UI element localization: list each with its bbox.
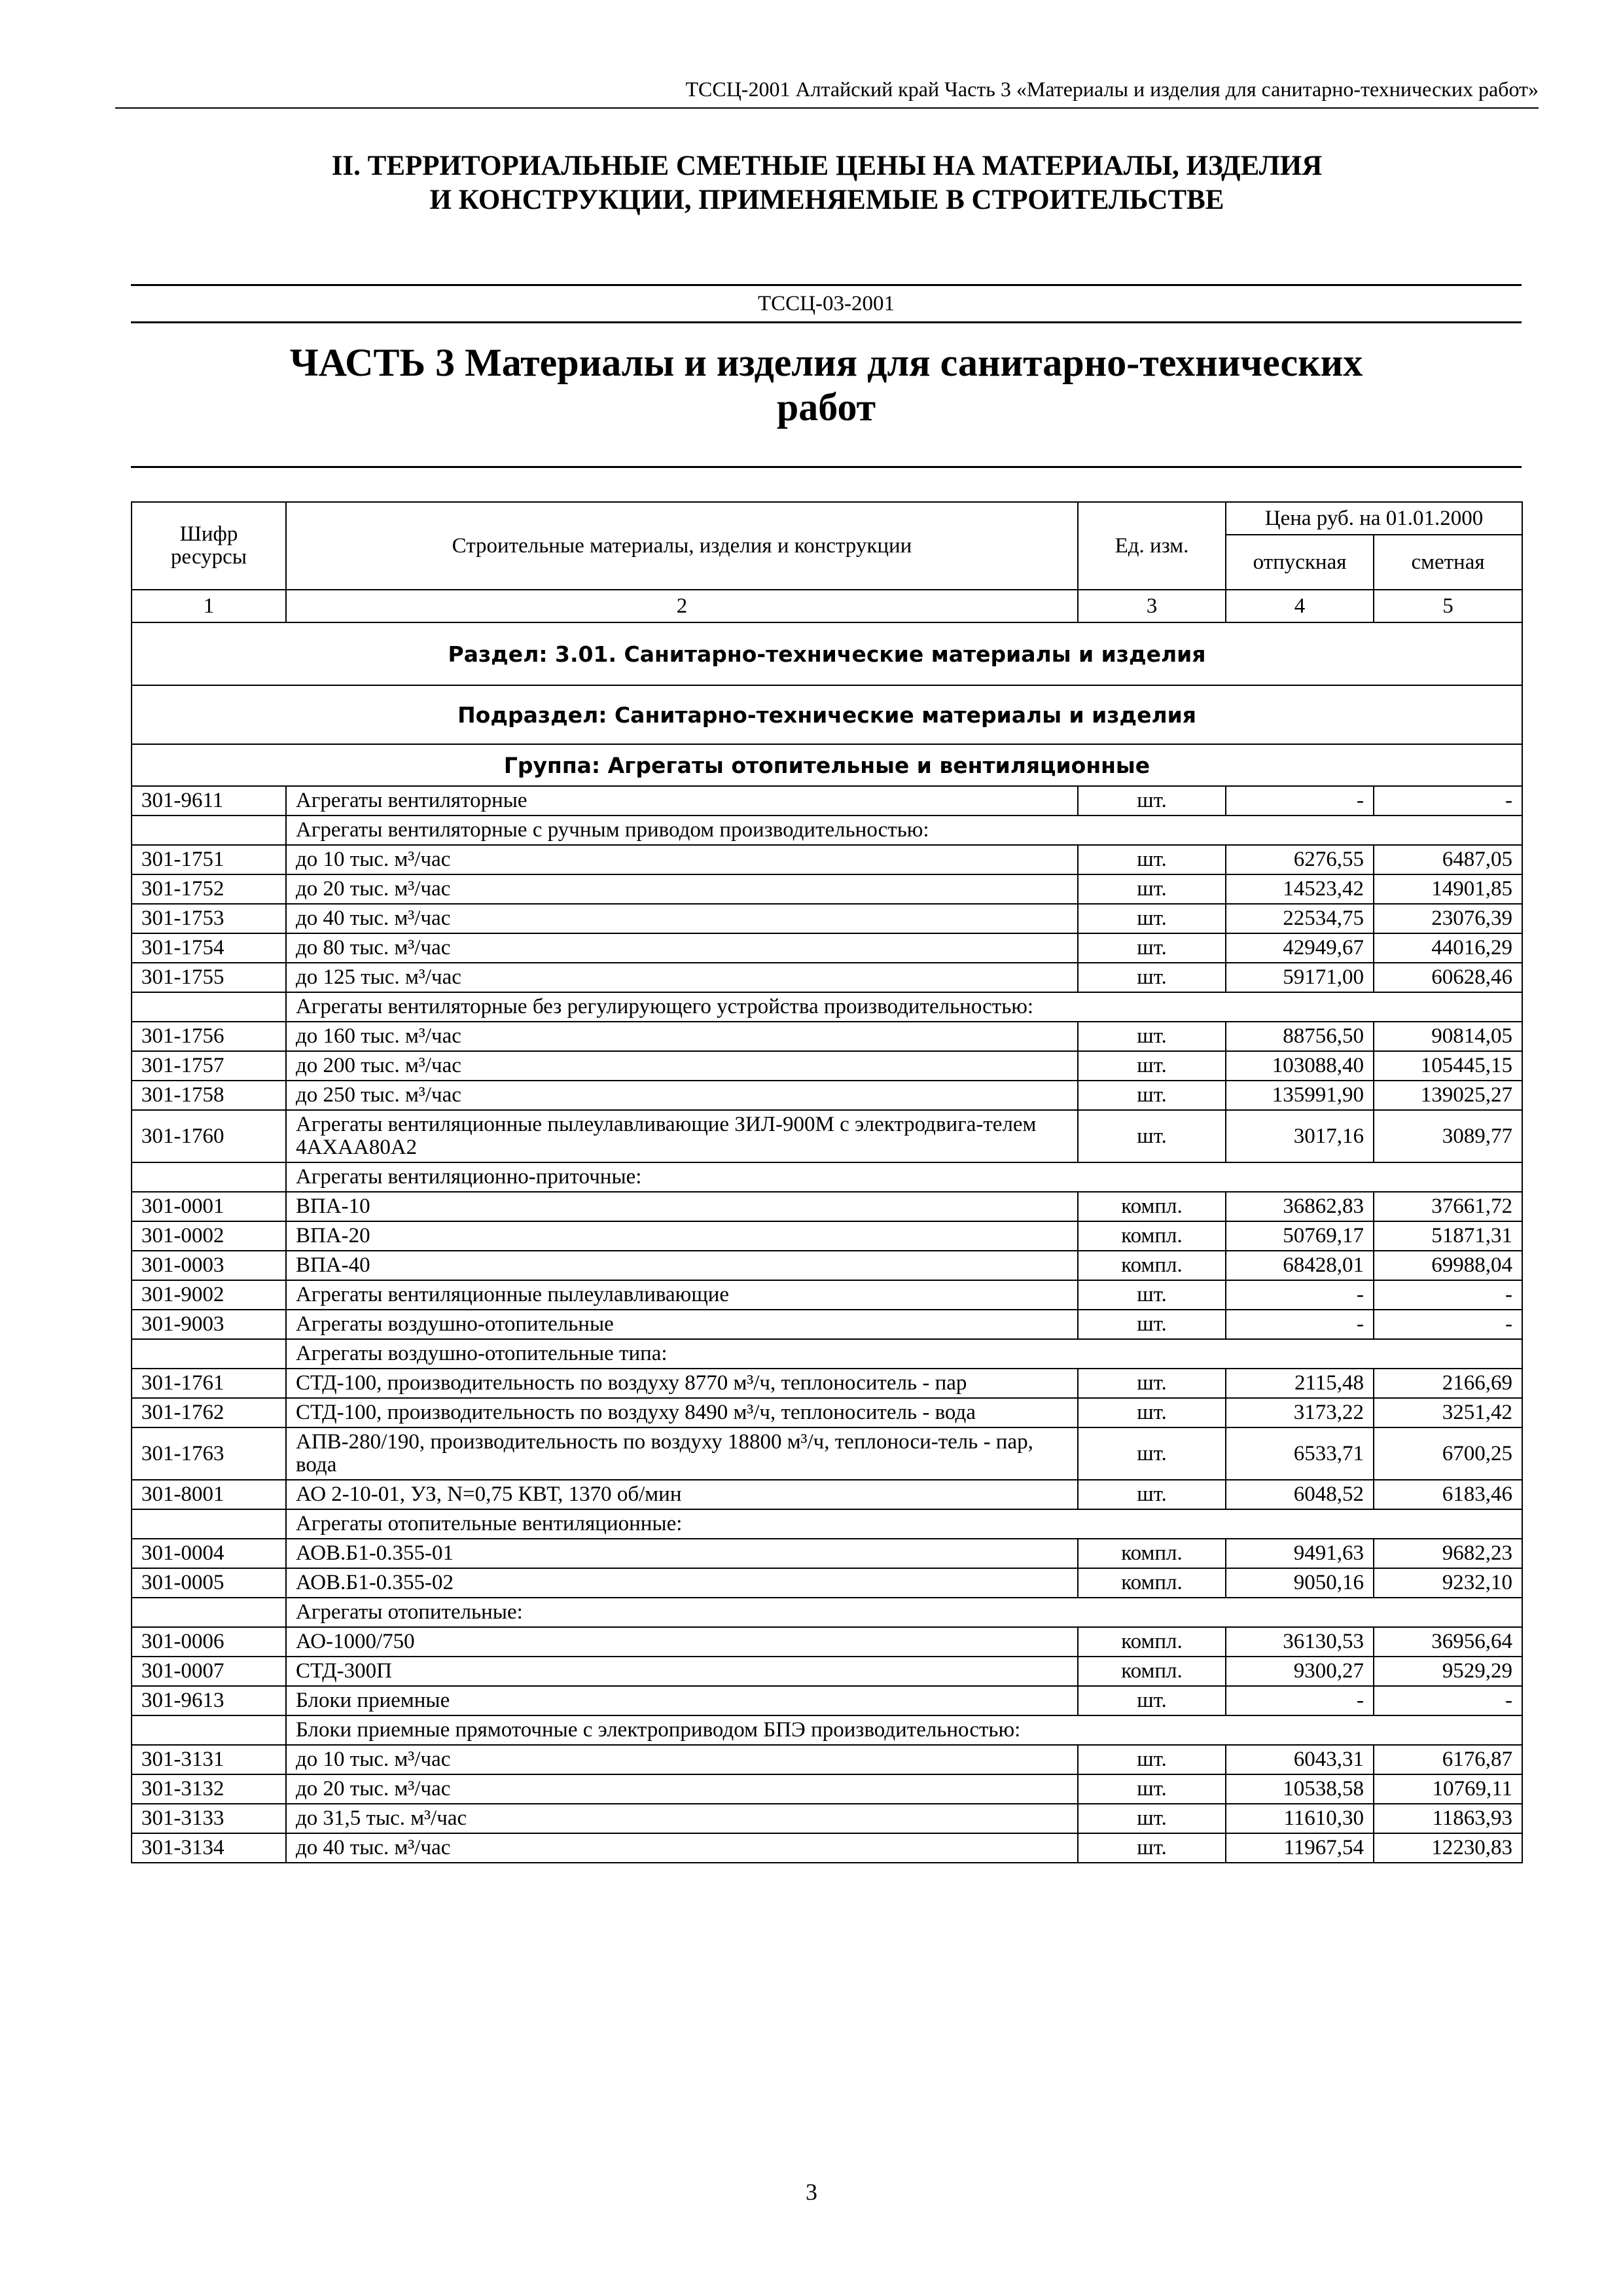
main-title xyxy=(115,149,1539,217)
table-row xyxy=(132,904,1522,933)
release-price: 36130,53 xyxy=(1226,1627,1374,1657)
unit-cell: шт. xyxy=(1078,1369,1226,1398)
subgroup-heading-row xyxy=(132,1509,1522,1539)
price-table xyxy=(131,501,1523,1863)
unit-cell: шт. xyxy=(1078,1280,1226,1310)
main-title-line-2: И КОНСТРУКЦИИ, ПРИМЕНЯЕМЫЕ В СТРОИТЕЛЬСТВЕ xyxy=(429,185,1224,215)
release-price: 9491,63 xyxy=(1226,1539,1374,1568)
resource-code: 301-1758 xyxy=(132,1081,286,1110)
unit-cell: шт. xyxy=(1078,1110,1226,1162)
table-row xyxy=(132,1833,1522,1863)
subgroup-heading: Агрегаты вентиляторные с ручным приводом производительностью: xyxy=(286,816,1522,845)
release-price: 6533,71 xyxy=(1226,1427,1374,1480)
header-estimate-price: сметная xyxy=(1374,535,1522,590)
table-row xyxy=(132,1427,1522,1480)
unit-cell: шт. xyxy=(1078,1833,1226,1863)
header-release-price: отпускная xyxy=(1226,535,1374,590)
item-name: до 40 тыс. м³/час xyxy=(286,904,1078,933)
release-price: 11967,54 xyxy=(1226,1833,1374,1863)
unit-cell: компл. xyxy=(1078,1568,1226,1598)
table-row xyxy=(132,1022,1522,1051)
unit-cell: компл. xyxy=(1078,1539,1226,1568)
unit-cell: шт. xyxy=(1078,1745,1226,1774)
resource-code: 301-1753 xyxy=(132,904,286,933)
item-name: ВПА-40 xyxy=(286,1251,1078,1280)
table-row xyxy=(132,786,1522,816)
header-price-group: Цена руб. на 01.01.2000 xyxy=(1226,502,1522,535)
estimate-price: - xyxy=(1374,1280,1522,1310)
item-name: до 200 тыс. м³/час xyxy=(286,1051,1078,1081)
unit-cell: шт. xyxy=(1078,1310,1226,1339)
release-price: 42949,67 xyxy=(1226,933,1374,963)
estimate-price: 90814,05 xyxy=(1374,1022,1522,1051)
estimate-price: - xyxy=(1374,1686,1522,1715)
price-table-body xyxy=(132,622,1522,1863)
estimate-price: 44016,29 xyxy=(1374,933,1522,963)
subgroup-heading-row xyxy=(132,816,1522,845)
estimate-price: - xyxy=(1374,786,1522,816)
item-name: ВПА-20 xyxy=(286,1221,1078,1251)
item-name: до 20 тыс. м³/час xyxy=(286,874,1078,904)
release-price: 135991,90 xyxy=(1226,1081,1374,1110)
resource-code: 301-3134 xyxy=(132,1833,286,1863)
column-number: 2 xyxy=(286,590,1078,622)
release-price: 50769,17 xyxy=(1226,1221,1374,1251)
header-unit: Ед. изм. xyxy=(1078,502,1226,590)
table-row xyxy=(132,1221,1522,1251)
resource-code: 301-0002 xyxy=(132,1221,286,1251)
item-name: Агрегаты вентиляторные xyxy=(286,786,1078,816)
subgroup-heading: Агрегаты отопительные: xyxy=(286,1598,1522,1627)
item-name: СТД-300П xyxy=(286,1657,1078,1686)
release-price: - xyxy=(1226,1686,1374,1715)
resource-code: 301-3131 xyxy=(132,1745,286,1774)
item-name: СТД-100, производительность по воздуху 8490 м³/ч, теплоноситель - вода xyxy=(286,1398,1078,1427)
item-name: СТД-100, производительность по воздуху 8770 м³/ч, теплоноситель - пар xyxy=(286,1369,1078,1398)
subgroup-heading: Блоки приемные прямоточные с электроприводом БПЭ производительностью: xyxy=(286,1715,1522,1745)
table-row xyxy=(132,1804,1522,1833)
resource-code: 301-9002 xyxy=(132,1280,286,1310)
table-row xyxy=(132,1480,1522,1509)
table-row xyxy=(132,1280,1522,1310)
table-row xyxy=(132,1657,1522,1686)
estimate-price: 2166,69 xyxy=(1374,1369,1522,1398)
estimate-price: 9232,10 xyxy=(1374,1568,1522,1598)
estimate-price: 3251,42 xyxy=(1374,1398,1522,1427)
table-row xyxy=(132,1051,1522,1081)
header-name: Строительные материалы, изделия и конструкции xyxy=(286,502,1078,590)
unit-cell: шт. xyxy=(1078,1480,1226,1509)
estimate-price: 12230,83 xyxy=(1374,1833,1522,1863)
item-name: Агрегаты вентиляционные пылеулавливающие ЗИЛ-900М с электродвига-телем 4АХАА80А2 xyxy=(286,1110,1078,1162)
release-price: 36862,83 xyxy=(1226,1192,1374,1221)
part-title-line-2: работ xyxy=(776,386,876,429)
estimate-price: 6183,46 xyxy=(1374,1480,1522,1509)
resource-code: 301-1763 xyxy=(132,1427,286,1480)
release-price: 14523,42 xyxy=(1226,874,1374,904)
running-header: ТССЦ-2001 Алтайский край Часть 3 «Материалы и изделия для санитарно-технических работ» xyxy=(115,76,1539,109)
estimate-price: 11863,93 xyxy=(1374,1804,1522,1833)
release-price: - xyxy=(1226,1280,1374,1310)
subgroup-heading-row xyxy=(132,1162,1522,1192)
resource-code: 301-1762 xyxy=(132,1398,286,1427)
subgroup-heading-row xyxy=(132,1715,1522,1745)
release-price: 11610,30 xyxy=(1226,1804,1374,1833)
item-name: Блоки приемные xyxy=(286,1686,1078,1715)
release-price: 3017,16 xyxy=(1226,1110,1374,1162)
subgroup-heading-row xyxy=(132,1339,1522,1369)
part-title-line-1: ЧАСТЬ 3 Материалы и изделия для санитарно-технических xyxy=(289,341,1363,384)
subgroup-heading: Агрегаты отопительные вентиляционные: xyxy=(286,1509,1522,1539)
table-row xyxy=(132,1568,1522,1598)
item-name: до 31,5 тыс. м³/час xyxy=(286,1804,1078,1833)
unit-cell: шт. xyxy=(1078,1427,1226,1480)
release-price: - xyxy=(1226,786,1374,816)
unit-cell: компл. xyxy=(1078,1251,1226,1280)
table-row xyxy=(132,1398,1522,1427)
page-number: 3 xyxy=(806,2179,817,2205)
unit-cell: шт. xyxy=(1078,786,1226,816)
release-price: 103088,40 xyxy=(1226,1051,1374,1081)
unit-cell: шт. xyxy=(1078,933,1226,963)
section-heading: Раздел: 3.01. Санитарно-технические материалы и изделия xyxy=(132,622,1522,685)
table-row xyxy=(132,1369,1522,1398)
unit-cell: шт. xyxy=(1078,1804,1226,1833)
estimate-price: 14901,85 xyxy=(1374,874,1522,904)
estimate-price: 60628,46 xyxy=(1374,963,1522,992)
resource-code: 301-1752 xyxy=(132,874,286,904)
resource-code: 301-0005 xyxy=(132,1568,286,1598)
table-row xyxy=(132,933,1522,963)
part-title-divider xyxy=(131,466,1522,468)
estimate-price: 9529,29 xyxy=(1374,1657,1522,1686)
estimate-price: 9682,23 xyxy=(1374,1539,1522,1568)
unit-cell: компл. xyxy=(1078,1657,1226,1686)
release-price: 2115,48 xyxy=(1226,1369,1374,1398)
release-price: 6043,31 xyxy=(1226,1745,1374,1774)
estimate-price: 3089,77 xyxy=(1374,1110,1522,1162)
estimate-price: 69988,04 xyxy=(1374,1251,1522,1280)
resource-code: 301-1756 xyxy=(132,1022,286,1051)
resource-code: 301-9611 xyxy=(132,786,286,816)
table-row xyxy=(132,1251,1522,1280)
item-name: Агрегаты вентиляционные пылеулавливающие xyxy=(286,1280,1078,1310)
unit-cell: шт. xyxy=(1078,1081,1226,1110)
main-title-line-1: II. ТЕРРИТОРИАЛЬНЫЕ СМЕТНЫЕ ЦЕНЫ НА МАТЕРИАЛЫ, ИЗДЕЛИЯ xyxy=(331,151,1323,181)
estimate-price: 6700,25 xyxy=(1374,1427,1522,1480)
estimate-price: 37661,72 xyxy=(1374,1192,1522,1221)
table-row xyxy=(132,1686,1522,1715)
release-price: 88756,50 xyxy=(1226,1022,1374,1051)
table-row xyxy=(132,1110,1522,1162)
item-name: АПВ-280/190, производительность по воздуху 18800 м³/ч, теплоноси-тель - пар, вода xyxy=(286,1427,1078,1480)
resource-code: 301-0001 xyxy=(132,1192,286,1221)
resource-code: 301-0004 xyxy=(132,1539,286,1568)
unit-cell: компл. xyxy=(1078,1192,1226,1221)
table-row xyxy=(132,1774,1522,1804)
release-price: 9300,27 xyxy=(1226,1657,1374,1686)
header-code: Шифр ресурсы xyxy=(132,502,286,590)
table-row xyxy=(132,963,1522,992)
column-number: 4 xyxy=(1226,590,1374,622)
estimate-price: 23076,39 xyxy=(1374,904,1522,933)
column-number: 1 xyxy=(132,590,286,622)
subgroup-heading: Агрегаты воздушно-отопительные типа: xyxy=(286,1339,1522,1369)
resource-code: 301-0007 xyxy=(132,1657,286,1686)
table-row xyxy=(132,845,1522,874)
resource-code: 301-1751 xyxy=(132,845,286,874)
estimate-price: 51871,31 xyxy=(1374,1221,1522,1251)
resource-code: 301-1755 xyxy=(132,963,286,992)
estimate-price: - xyxy=(1374,1310,1522,1339)
part-title xyxy=(131,340,1522,429)
release-price: 59171,00 xyxy=(1226,963,1374,992)
subgroup-heading-row xyxy=(132,1598,1522,1627)
release-price: 68428,01 xyxy=(1226,1251,1374,1280)
table-row xyxy=(132,1627,1522,1657)
resource-code: 301-3132 xyxy=(132,1774,286,1804)
table-row xyxy=(132,1539,1522,1568)
release-price: - xyxy=(1226,1310,1374,1339)
unit-cell: шт. xyxy=(1078,904,1226,933)
item-name: АО 2-10-01, УЗ, N=0,75 КВТ, 1370 об/мин xyxy=(286,1480,1078,1509)
document-code: ТССЦ-03-2001 xyxy=(131,284,1522,323)
table-row xyxy=(132,1081,1522,1110)
release-price: 6276,55 xyxy=(1226,845,1374,874)
subgroup-heading-row xyxy=(132,992,1522,1022)
item-name: АО-1000/750 xyxy=(286,1627,1078,1657)
unit-cell: шт. xyxy=(1078,845,1226,874)
subgroup-heading: Агрегаты вентиляторные без регулирующего устройства производительностью: xyxy=(286,992,1522,1022)
estimate-price: 139025,27 xyxy=(1374,1081,1522,1110)
resource-code: 301-0003 xyxy=(132,1251,286,1280)
unit-cell: шт. xyxy=(1078,1774,1226,1804)
unit-cell: компл. xyxy=(1078,1627,1226,1657)
release-price: 22534,75 xyxy=(1226,904,1374,933)
release-price: 6048,52 xyxy=(1226,1480,1374,1509)
release-price: 9050,16 xyxy=(1226,1568,1374,1598)
release-price: 10538,58 xyxy=(1226,1774,1374,1804)
unit-cell: шт. xyxy=(1078,874,1226,904)
subsection-heading: Подраздел: Санитарно-технические материалы и изделия xyxy=(132,685,1522,744)
unit-cell: шт. xyxy=(1078,1022,1226,1051)
release-price: 3173,22 xyxy=(1226,1398,1374,1427)
resource-code: 301-1760 xyxy=(132,1110,286,1162)
table-row xyxy=(132,1745,1522,1774)
group-heading: Группа: Агрегаты отопительные и вентиляционные xyxy=(132,744,1522,786)
table-row xyxy=(132,1310,1522,1339)
resource-code: 301-1754 xyxy=(132,933,286,963)
item-name: АОВ.Б1-0.355-02 xyxy=(286,1568,1078,1598)
item-name: до 20 тыс. м³/час xyxy=(286,1774,1078,1804)
resource-code: 301-1757 xyxy=(132,1051,286,1081)
column-number: 5 xyxy=(1374,590,1522,622)
resource-code: 301-1761 xyxy=(132,1369,286,1398)
item-name: до 10 тыс. м³/час xyxy=(286,845,1078,874)
item-name: Агрегаты воздушно-отопительные xyxy=(286,1310,1078,1339)
table-row xyxy=(132,1192,1522,1221)
item-name: до 40 тыс. м³/час xyxy=(286,1833,1078,1863)
column-number: 3 xyxy=(1078,590,1226,622)
table-row xyxy=(132,874,1522,904)
resource-code: 301-3133 xyxy=(132,1804,286,1833)
item-name: до 10 тыс. м³/час xyxy=(286,1745,1078,1774)
resource-code: 301-8001 xyxy=(132,1480,286,1509)
unit-cell: шт. xyxy=(1078,963,1226,992)
estimate-price: 6176,87 xyxy=(1374,1745,1522,1774)
resource-code: 301-9003 xyxy=(132,1310,286,1339)
subgroup-heading: Агрегаты вентиляционно-приточные: xyxy=(286,1162,1522,1192)
unit-cell: шт. xyxy=(1078,1051,1226,1081)
unit-cell: шт. xyxy=(1078,1398,1226,1427)
estimate-price: 10769,11 xyxy=(1374,1774,1522,1804)
item-name: АОВ.Б1-0.355-01 xyxy=(286,1539,1078,1568)
resource-code: 301-9613 xyxy=(132,1686,286,1715)
estimate-price: 6487,05 xyxy=(1374,845,1522,874)
item-name: до 125 тыс. м³/час xyxy=(286,963,1078,992)
item-name: до 250 тыс. м³/час xyxy=(286,1081,1078,1110)
item-name: ВПА-10 xyxy=(286,1192,1078,1221)
item-name: до 160 тыс. м³/час xyxy=(286,1022,1078,1051)
estimate-price: 36956,64 xyxy=(1374,1627,1522,1657)
unit-cell: шт. xyxy=(1078,1686,1226,1715)
estimate-price: 105445,15 xyxy=(1374,1051,1522,1081)
resource-code: 301-0006 xyxy=(132,1627,286,1657)
unit-cell: компл. xyxy=(1078,1221,1226,1251)
item-name: до 80 тыс. м³/час xyxy=(286,933,1078,963)
